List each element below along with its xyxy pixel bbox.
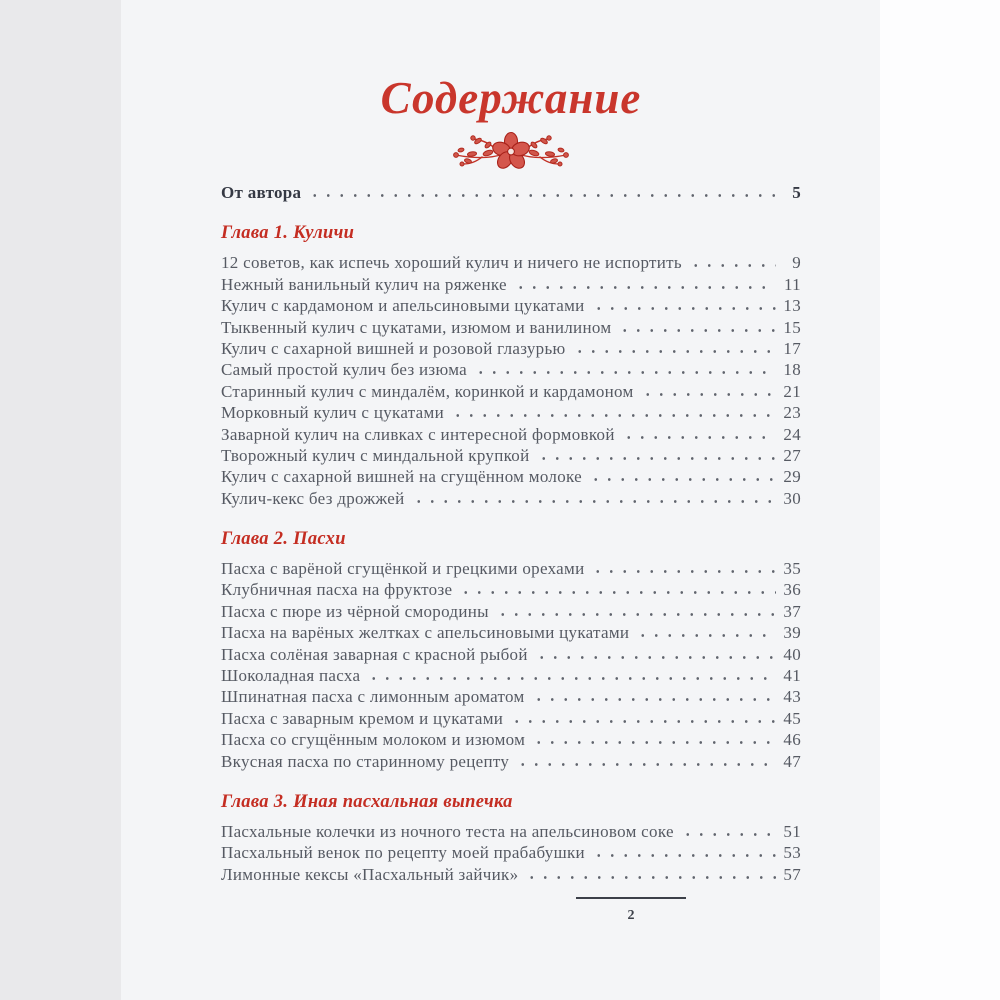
dot-leader <box>587 466 776 487</box>
toc-entry-title: Тыквенный кулич с цукатами, изюмом и ванилином <box>221 317 612 337</box>
dot-leader <box>530 729 776 750</box>
toc-entry-page: 57 <box>783 864 801 884</box>
toc-entry-page: 46 <box>783 730 801 750</box>
dot-leader <box>449 402 776 423</box>
dot-leader <box>523 864 776 885</box>
toc-entry-page: 51 <box>783 821 801 841</box>
toc-entry-page: 23 <box>783 403 801 423</box>
dot-leader <box>530 686 776 707</box>
toc-entry <box>221 466 801 487</box>
page-content <box>221 0 801 885</box>
toc-entry-title: Заварной кулич на сливках с интересной формовкой <box>221 424 615 444</box>
toc-entry <box>221 864 801 885</box>
flower-ornament-icon <box>221 128 801 176</box>
toc-entry <box>221 424 801 445</box>
table-of-contents <box>221 182 801 885</box>
dot-leader <box>494 601 776 622</box>
dot-leader <box>514 751 776 772</box>
dot-leader <box>410 488 777 509</box>
toc-entry <box>221 842 801 863</box>
toc-entry <box>221 644 801 665</box>
toc-entry-title: Пасха с пюре из чёрной смородины <box>221 601 489 621</box>
toc-entry-page: 13 <box>783 296 801 316</box>
toc-entry-title: Шпинатная пасха с лимонным ароматом <box>221 687 525 707</box>
toc-entry <box>221 729 801 750</box>
toc-entry-page: 40 <box>783 644 801 664</box>
toc-entry-title: Старинный кулич с миндалём, коринкой и кардамоном <box>221 381 634 401</box>
dot-leader <box>571 338 776 359</box>
toc-entry-page: 47 <box>783 751 801 771</box>
book-page <box>121 0 880 1000</box>
toc-entry-page: 18 <box>783 360 801 380</box>
toc-entry-title: Вкусная пасха по старинному рецепту <box>221 751 510 771</box>
dot-leader <box>679 821 776 842</box>
toc-entry-title: Пасха с заварным кремом и цукатами <box>221 708 504 728</box>
toc-entry-title: Пасха с варёной сгущёнкой и грецкими орехами <box>221 559 585 579</box>
toc-entry-title: От автора <box>221 183 302 202</box>
toc-entry-title: Шоколадная пасха <box>221 666 361 686</box>
toc-entry <box>221 751 801 772</box>
toc-entry-page: 15 <box>783 317 801 337</box>
dot-leader <box>365 665 776 686</box>
toc-entry-title: Лимонные кексы «Пасхальный зайчик» <box>221 864 519 884</box>
dot-leader <box>590 842 776 863</box>
toc-entry-page: 21 <box>783 381 801 401</box>
chapter-heading: Глава 2. Пасхи <box>221 529 346 550</box>
dot-leader <box>634 622 776 643</box>
toc-entry-title: Пасхальный венок по рецепту моей прабабушки <box>221 843 585 863</box>
toc-entry <box>221 488 801 509</box>
toc-entry <box>221 601 801 622</box>
toc-entry-page: 5 <box>792 183 801 202</box>
toc-entry-page: 37 <box>783 601 801 621</box>
dot-leader <box>639 381 776 402</box>
toc-entry-title: Кулич с сахарной вишней и розовой глазурью <box>221 338 566 358</box>
toc-entry-title: Кулич с сахарной вишней на сгущённом молоке <box>221 467 582 487</box>
dot-leader <box>590 295 776 316</box>
toc-entry-page: 27 <box>783 445 801 465</box>
toc-entry <box>221 252 801 273</box>
dot-leader <box>508 708 776 729</box>
toc-entry <box>221 558 801 579</box>
toc-entry <box>221 402 801 423</box>
footer-rule <box>576 897 686 899</box>
toc-entry-page: 53 <box>783 843 801 863</box>
toc-entry-title: 12 советов, как испечь хороший кулич и ничего не испортить <box>221 253 682 273</box>
toc-entry <box>221 708 801 729</box>
toc-entry-title: Пасха на варёных желтках с апельсиновыми цукатами <box>221 623 630 643</box>
page-title: Содержание <box>380 73 642 123</box>
dot-leader <box>687 252 776 273</box>
toc-entry-title: Морковный кулич с цукатами <box>221 403 444 423</box>
toc-entry-front <box>221 182 801 203</box>
chapter-heading: Глава 3. Иная пасхальная выпечка <box>221 791 513 812</box>
toc-entry-page: 17 <box>783 338 801 358</box>
toc-entry-page: 9 <box>792 253 801 273</box>
dot-leader <box>616 317 776 338</box>
dot-leader <box>533 644 776 665</box>
toc-entry-title: Кулич с кардамоном и апельсиновыми цукатами <box>221 296 585 316</box>
chapter-heading: Глава 1. Куличи <box>221 223 355 244</box>
chapters-list <box>221 222 801 885</box>
toc-entry <box>221 274 801 295</box>
toc-entry-title: Творожный кулич с миндальной крупкой <box>221 445 530 465</box>
dot-leader <box>589 558 776 579</box>
page-number: 2 <box>627 908 635 923</box>
toc-entry <box>221 338 801 359</box>
toc-entry <box>221 821 801 842</box>
toc-entry-page: 39 <box>783 623 801 643</box>
dot-leader <box>535 445 777 466</box>
left-margin-strip <box>0 0 121 1000</box>
toc-entry-page: 36 <box>783 580 801 600</box>
toc-entry-title: Кулич-кекс без дрожжей <box>221 488 405 508</box>
toc-entry-title: Клубничная пасха на фруктозе <box>221 580 453 600</box>
toc-entry-page: 11 <box>784 274 801 294</box>
toc-entry <box>221 686 801 707</box>
toc-entry-title: Пасха солёная заварная с красной рыбой <box>221 644 528 664</box>
toc-entry-page: 35 <box>783 559 801 579</box>
toc-entry <box>221 317 801 338</box>
toc-entry-page: 30 <box>783 488 801 508</box>
toc-entry-title: Пасха со сгущённым молоком и изюмом <box>221 730 526 750</box>
toc-entry-page: 29 <box>783 467 801 487</box>
toc-entry <box>221 579 801 600</box>
dot-leader <box>512 274 776 295</box>
toc-entry <box>221 381 801 402</box>
toc-entry-page: 43 <box>783 687 801 707</box>
toc-entry-title: Самый простой кулич без изюма <box>221 360 468 380</box>
toc-entry <box>221 622 801 643</box>
dot-leader <box>457 579 776 600</box>
toc-entry-page: 24 <box>783 424 801 444</box>
toc-entry <box>221 359 801 380</box>
toc-entry-page: 41 <box>783 666 801 686</box>
dot-leader <box>472 359 776 380</box>
toc-entry <box>221 445 801 466</box>
dot-leader <box>306 182 776 203</box>
toc-entry-title: Пасхальные колечки из ночного теста на апельсиновом соке <box>221 821 674 841</box>
toc-entry <box>221 295 801 316</box>
toc-entry <box>221 665 801 686</box>
toc-entry-title: Нежный ванильный кулич на ряженке <box>221 274 507 294</box>
dot-leader <box>620 424 776 445</box>
toc-entry-page: 45 <box>783 708 801 728</box>
